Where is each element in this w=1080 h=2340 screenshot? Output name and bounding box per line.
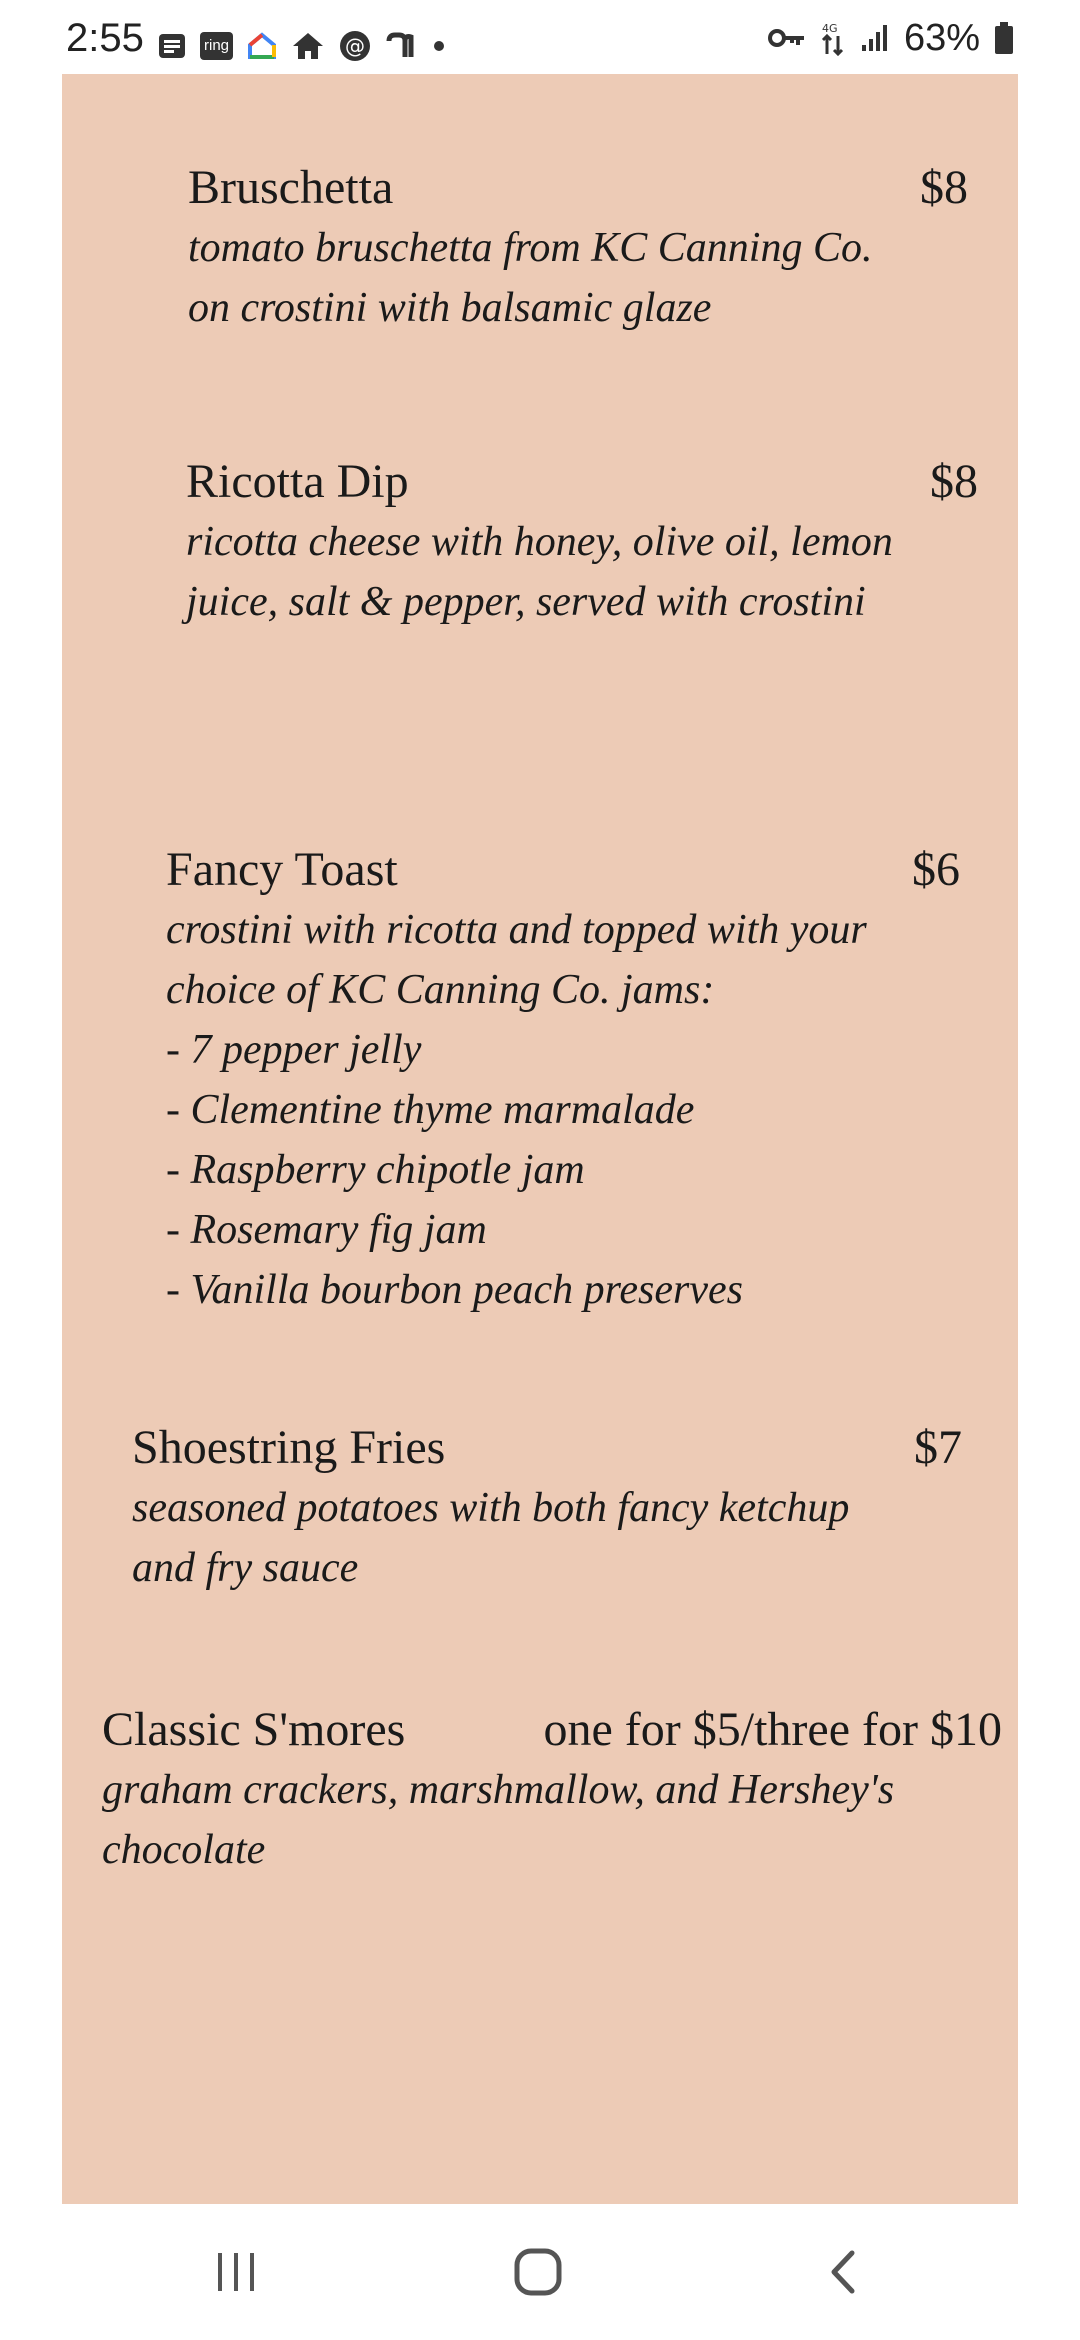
status-time: 2:55 <box>66 16 144 60</box>
description-line: graham crackers, marshmallow, and Hershey's <box>102 1767 895 1813</box>
menu-item-header <box>132 1418 962 1478</box>
description-line: - 7 pepper jelly <box>166 1027 422 1073</box>
ring-icon: ring <box>200 32 233 60</box>
description-line: tomato bruschetta from KC Canning Co. <box>188 225 873 271</box>
menu-item-header <box>102 1700 1002 1760</box>
menu-item-shoestring-fries <box>132 1418 962 1598</box>
menu-item-ricotta-dip <box>186 452 978 632</box>
vpn-key-icon <box>768 27 806 49</box>
menu-item-header <box>166 840 960 900</box>
menu-item-price: one for $5/three for $10 <box>543 1703 1002 1756</box>
menu-item-header <box>186 452 978 512</box>
menu-card <box>62 74 1018 2204</box>
status-notification-icons <box>158 26 447 66</box>
description-line: on crostini with balsamic glaze <box>188 285 712 331</box>
menu-item-price: $6 <box>912 843 960 896</box>
menu-item-price: $8 <box>930 455 978 508</box>
menu-item-name: Classic S'mores <box>102 1703 406 1756</box>
description-line: ricotta cheese with honey, olive oil, lemon <box>186 519 893 565</box>
menu-item-fancy-toast <box>166 840 960 1320</box>
description-line: seasoned potatoes with both fancy ketchup <box>132 1485 850 1531</box>
menu-item-name: Shoestring Fries <box>132 1421 446 1474</box>
menu-item-description <box>132 1478 962 1598</box>
menu-item-bruschetta <box>188 158 968 338</box>
menu-item-name: Ricotta Dip <box>186 455 409 508</box>
svg-text:@: @ <box>345 34 366 58</box>
recent-apps-icon[interactable] <box>200 2242 272 2302</box>
menu-item-price: $7 <box>914 1421 962 1474</box>
status-bar <box>0 0 1080 74</box>
back-icon[interactable] <box>806 2242 878 2302</box>
menu-item-header <box>188 158 968 218</box>
n-app-icon <box>385 31 417 61</box>
description-line: and fry sauce <box>132 1545 359 1591</box>
menu-item-name: Bruschetta <box>188 161 394 214</box>
description-line: - Clementine thyme marmalade <box>166 1087 695 1133</box>
status-system-icons <box>768 18 1014 58</box>
home-icon <box>291 31 325 61</box>
description-line: - Raspberry chipotle jam <box>166 1147 585 1193</box>
menu-item-description <box>166 900 960 1320</box>
home-circle-icon[interactable] <box>502 2242 574 2302</box>
description-line: choice of KC Canning Co. jams: <box>166 967 715 1013</box>
description-line: chocolate <box>102 1827 266 1873</box>
navigation-bar <box>0 2204 1080 2340</box>
menu-item-name: Fancy Toast <box>166 843 398 896</box>
battery-percentage: 63% <box>903 17 980 59</box>
signal-icon <box>860 23 890 53</box>
menu-item-price: $8 <box>920 161 968 214</box>
google-home-icon <box>247 32 277 60</box>
battery-icon <box>994 21 1014 55</box>
notification-icon <box>158 33 186 59</box>
description-line: - Rosemary fig jam <box>166 1207 487 1253</box>
menu-item-description <box>186 512 978 632</box>
description-line: - Vanilla bourbon peach preserves <box>166 1267 744 1313</box>
menu-item-description <box>188 218 968 338</box>
menu-item-description <box>102 1760 1002 1880</box>
threads-icon <box>339 30 371 62</box>
description-line: juice, salt & pepper, served with crostini <box>186 579 866 625</box>
dot-icon <box>431 38 447 54</box>
data-transfer-icon <box>820 20 846 56</box>
description-line: crostini with ricotta and topped with your <box>166 907 867 953</box>
svg-text:4G: 4G <box>821 22 838 35</box>
menu-item-classic-smores <box>102 1700 1002 1880</box>
